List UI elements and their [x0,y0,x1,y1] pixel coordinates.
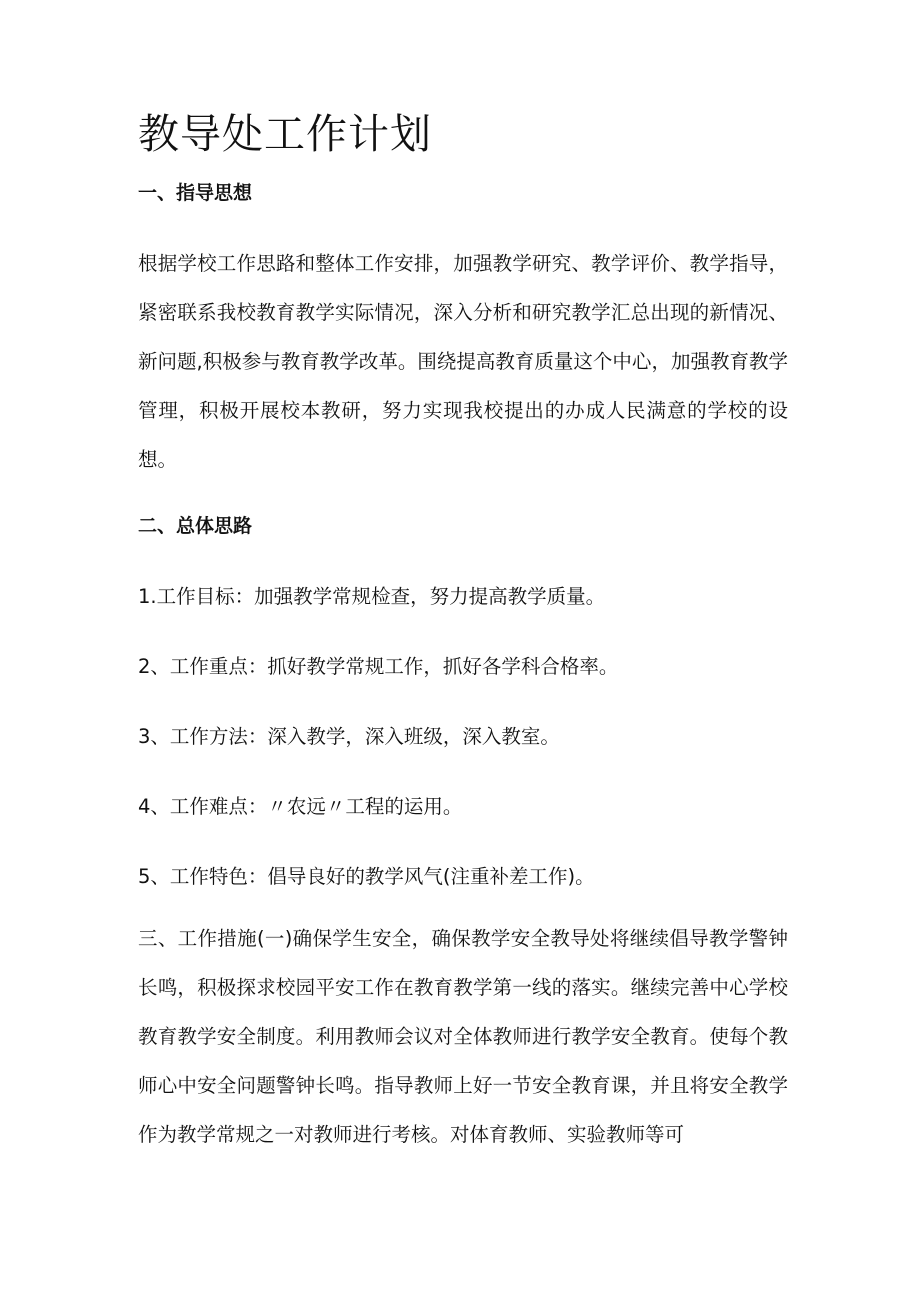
list-item-work-feature: 5、工作特色：倡导良好的教学风气(注重补差工作)。 [138,865,595,888]
section-heading-guiding-ideology: 一、指导思想 [138,182,253,204]
list-item-work-focus: 2、工作重点：抓好教学常规工作，抓好各学科合格率。 [138,655,619,678]
list-item-work-goal: 1.工作目标：加强教学常规检查，努力提高教学质量。 [138,585,606,608]
list-item-work-method: 3、工作方法：深入教学，深入班级，深入教室。 [138,725,560,748]
section-paragraph-work-measures: 三、工作措施(一)确保学生安全，确保教学安全教导处将继续倡导教学警钟长鸣，积极探求校园平安工作在教育教学第一线的落实。继续完善中心学校教育教学安全制度。利用教师会议对全体教师进行教学安全教育。使每个教师心中安全问题警钟长鸣。指导教师上好一节安全教育课，并且将安全教学作为教学常规之一对教师进行考核。对体育教师、实验教师等可 [138,927,788,1146]
document-title: 教导处工作计划 [138,110,432,158]
section-paragraph-guiding-ideology: 根据学校工作思路和整体工作安排，加强教学研究、教学评价、教学指导，紧密联系我校教育教学实际情况，深入分析和研究教学汇总出现的新情况、新问题,积极参与教育教学改革。围绕提高教育质量这个中心，加强教育教学管理，积极开展校本教研，努力实现我校提出的办成人民满意的学校的设想。 [138,252,788,471]
section-heading-overall-approach: 二、总体思路 [138,515,253,537]
list-item-work-difficulty: 4、工作难点：〃农远〃工程的运用。 [138,795,463,818]
